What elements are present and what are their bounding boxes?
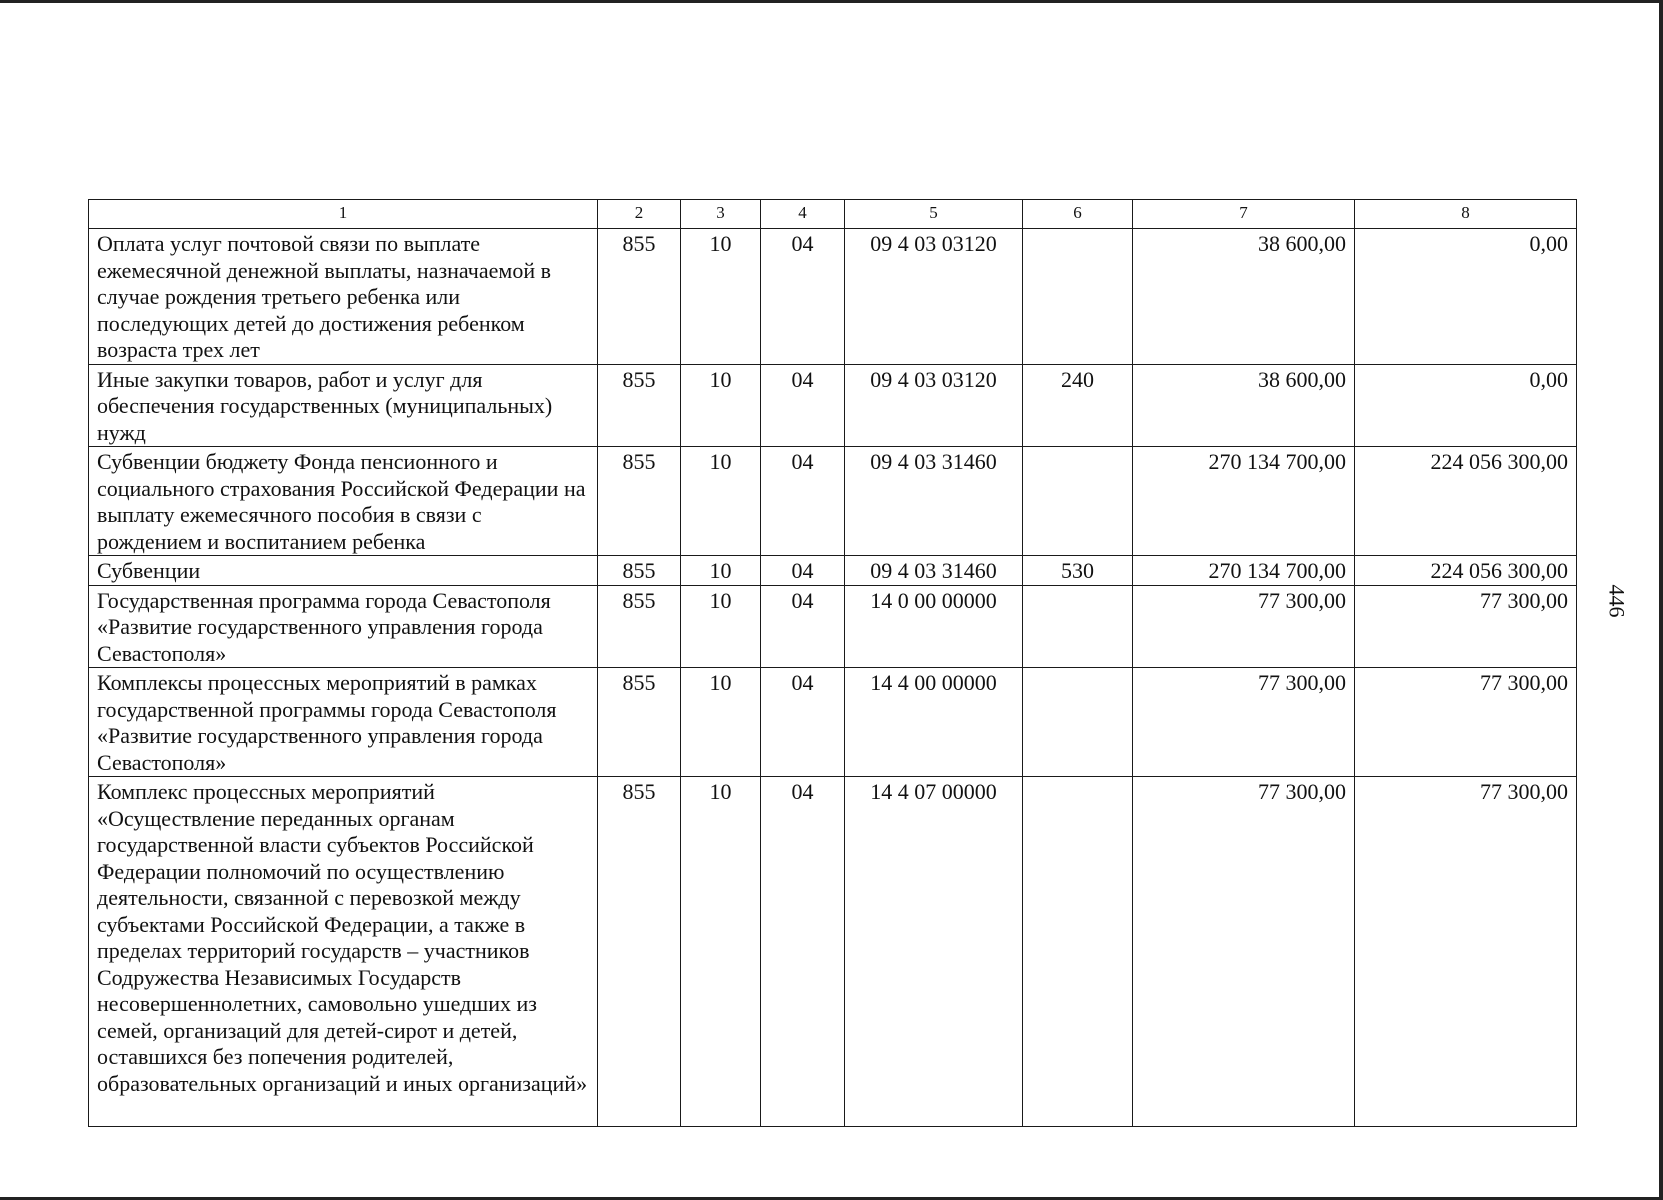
row-code-4: 04 — [761, 364, 845, 447]
row-code-5: 09 4 03 31460 — [845, 556, 1023, 586]
table-row — [89, 585, 1577, 668]
row-amount-8: 77 300,00 — [1355, 668, 1577, 777]
row-code-6 — [1023, 777, 1133, 1127]
row-code-5: 14 4 00 00000 — [845, 668, 1023, 777]
table-row — [89, 447, 1577, 556]
row-code-4: 04 — [761, 447, 845, 556]
row-name: Оплата услуг почтовой связи по выплате ежемесячной денежной выплаты, назначаемой в случае рождения третьего ребенка или последующих детей до достижения ребенком возраста трех лет — [89, 229, 598, 365]
header-cell: 5 — [845, 200, 1023, 229]
row-code-3: 10 — [681, 585, 761, 668]
row-amount-7: 270 134 700,00 — [1133, 556, 1355, 586]
row-name: Субвенции бюджету Фонда пенсионного и социального страхования Российской Федерации на выплату ежемесячного пособия в связи с рождением и воспитанием ребенка — [89, 447, 598, 556]
table-row — [89, 229, 1577, 365]
row-name: Комплексы процессных мероприятий в рамках государственной программы города Севастополя «Развитие государственного управления города Севастополя» — [89, 668, 598, 777]
row-code-3: 10 — [681, 668, 761, 777]
row-code-2: 855 — [598, 585, 681, 668]
budget-table — [88, 199, 1577, 1127]
header-cell: 4 — [761, 200, 845, 229]
row-amount-7: 38 600,00 — [1133, 364, 1355, 447]
table-header-row — [89, 200, 1577, 229]
row-name: Комплекс процессных мероприятий «Осуществление переданных органам государственной власти субъектов Российской Федерации полномочий по осуществлению деятельности, связанной с перевозкой между субъектами Российской Федерации, а также в пределах территорий государств – участников Содружества Независимых Государств несовершеннолетних, самовольно ушедших из семей, организаций для детей-сирот и детей, оставшихся без попечения родителей, образовательных организаций и иных организаций» — [89, 777, 598, 1127]
row-code-2: 855 — [598, 668, 681, 777]
table-row — [89, 556, 1577, 586]
row-amount-8: 224 056 300,00 — [1355, 447, 1577, 556]
row-code-4: 04 — [761, 229, 845, 365]
row-code-5: 09 4 03 31460 — [845, 447, 1023, 556]
header-cell: 3 — [681, 200, 761, 229]
row-code-6: 530 — [1023, 556, 1133, 586]
row-code-2: 855 — [598, 556, 681, 586]
row-name: Субвенции — [89, 556, 598, 586]
row-code-4: 04 — [761, 585, 845, 668]
row-code-5: 09 4 03 03120 — [845, 364, 1023, 447]
row-amount-8: 77 300,00 — [1355, 585, 1577, 668]
row-amount-7: 77 300,00 — [1133, 585, 1355, 668]
table-row — [89, 364, 1577, 447]
header-cell: 7 — [1133, 200, 1355, 229]
row-code-2: 855 — [598, 364, 681, 447]
row-code-3: 10 — [681, 364, 761, 447]
row-amount-7: 270 134 700,00 — [1133, 447, 1355, 556]
row-amount-8: 77 300,00 — [1355, 777, 1577, 1127]
row-code-2: 855 — [598, 229, 681, 365]
row-amount-8: 0,00 — [1355, 229, 1577, 365]
row-amount-7: 77 300,00 — [1133, 668, 1355, 777]
row-code-4: 04 — [761, 556, 845, 586]
row-code-4: 04 — [761, 777, 845, 1127]
row-code-5: 14 0 00 00000 — [845, 585, 1023, 668]
row-code-3: 10 — [681, 556, 761, 586]
row-code-3: 10 — [681, 777, 761, 1127]
row-code-5: 09 4 03 03120 — [845, 229, 1023, 365]
row-code-6 — [1023, 229, 1133, 365]
row-code-3: 10 — [681, 229, 761, 365]
row-amount-7: 77 300,00 — [1133, 777, 1355, 1127]
row-amount-8: 224 056 300,00 — [1355, 556, 1577, 586]
row-amount-7: 38 600,00 — [1133, 229, 1355, 365]
row-code-4: 04 — [761, 668, 845, 777]
row-name: Иные закупки товаров, работ и услуг для обеспечения государственных (муниципальных) нужд — [89, 364, 598, 447]
header-cell: 2 — [598, 200, 681, 229]
row-code-2: 855 — [598, 777, 681, 1127]
row-code-6 — [1023, 668, 1133, 777]
header-cell: 1 — [89, 200, 598, 229]
table-row — [89, 777, 1577, 1127]
header-cell: 6 — [1023, 200, 1133, 229]
row-code-5: 14 4 07 00000 — [845, 777, 1023, 1127]
row-code-3: 10 — [681, 447, 761, 556]
row-code-6 — [1023, 585, 1133, 668]
table-row — [89, 668, 1577, 777]
row-name: Государственная программа города Севастополя «Развитие государственного управления города Севастополя» — [89, 585, 598, 668]
row-code-6 — [1023, 447, 1133, 556]
row-code-6: 240 — [1023, 364, 1133, 447]
page-number: 446 — [1604, 584, 1630, 618]
row-code-2: 855 — [598, 447, 681, 556]
header-cell: 8 — [1355, 200, 1577, 229]
row-amount-8: 0,00 — [1355, 364, 1577, 447]
